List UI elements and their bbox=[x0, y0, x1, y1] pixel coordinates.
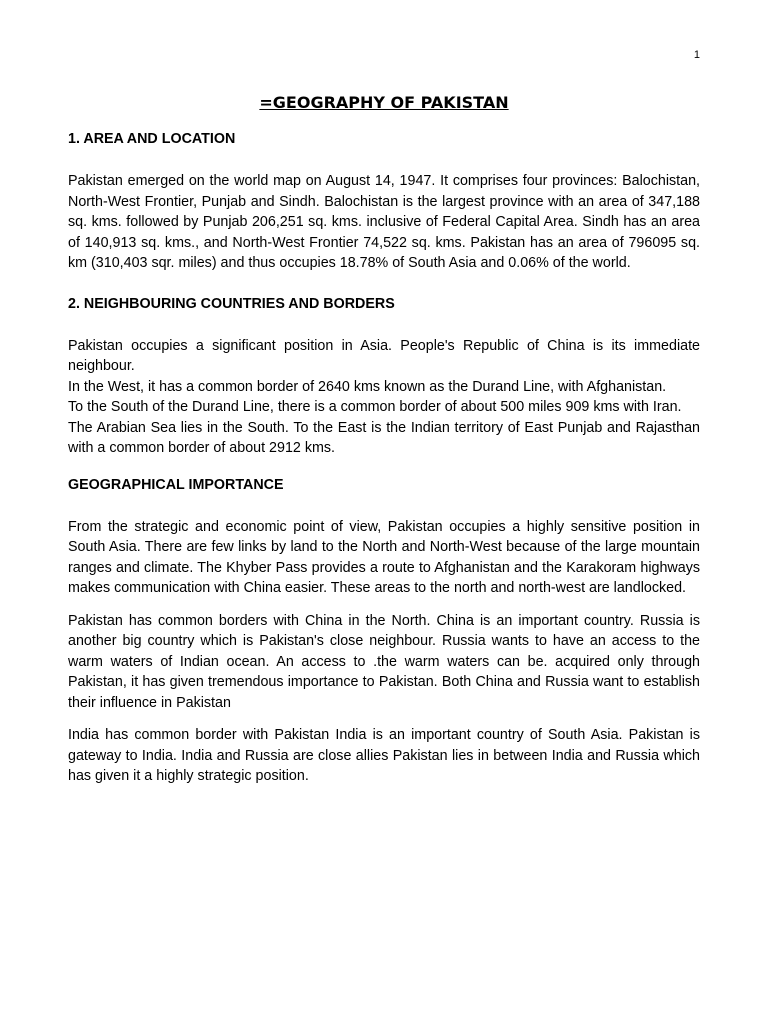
paragraph-line: In the West, it has a common border of 2640 kms known as the Durand Line, with Afghanistan. bbox=[68, 378, 667, 395]
paragraph: Pakistan emerged on the world map on August 14, 1947. It comprises four provinces: Balochistan, North-West Frontier, Punjab and Sindh. Balochistan is the largest province with an area of 347,188 sq. kms. followed by Punjab 206,251 sq. kms. inclusive of Federal Capital Area. Sindh has an area of 140,913 sq. kms., and North-West Frontier 74,522 sq. kms. Pakistan has an area of 796095 sq. km (310,403 sqr. miles) and thus occupies 18.78% of South Asia and 0.06% of the world. bbox=[68, 173, 700, 271]
paragraph-line: Pakistan occupies a significant position in Asia. People's Republic of China is its immediate neighbour. bbox=[68, 337, 700, 374]
document-body bbox=[68, 129, 700, 787]
page-number: 1 bbox=[693, 49, 700, 61]
section-neighbouring-countries bbox=[68, 294, 700, 459]
paragraph: India has common border with Pakistan India is an important country of South Asia. Pakistan is gateway to India. India and Russia are close allies Pakistan lies in between India and Russia which has given it a highly strategic position. bbox=[68, 727, 700, 784]
document-title: =GEOGRAPHY OF PAKISTAN bbox=[259, 93, 509, 112]
paragraph: From the strategic and economic point of view, Pakistan occupies a highly sensitive position in South Asia. There are few links by land to the North and North-West because of the large mountain ranges and climate. The Khyber Pass provides a route to Afghanistan and the Karakoram highways makes communication with China easier. These areas to the north and north-west are landlocked. bbox=[68, 518, 700, 596]
paragraph: Pakistan has common borders with China in the North. China is an important country. Russia is another big country which is Pakistan's close neighbour. Russia wants to have an access to the warm waters of Indian ocean. An access to .the warm waters can be. acquired only through Pakistan, it has given tremendous importance to Pakistan. Both China and Russia want to establish their influence in Pakistan bbox=[68, 612, 700, 711]
section-geographical-importance bbox=[68, 475, 700, 787]
section-heading: 1. AREA AND LOCATION bbox=[68, 131, 236, 147]
section-area-and-location bbox=[68, 129, 700, 274]
section-heading: GEOGRAPHICAL IMPORTANCE bbox=[68, 476, 284, 493]
paragraph-line: To the South of the Durand Line, there is a common border of about 500 miles 909 kms with Iran. bbox=[68, 399, 682, 415]
paragraph bbox=[68, 336, 700, 459]
section-heading: 2. NEIGHBOURING COUNTRIES AND BORDERS bbox=[68, 295, 395, 312]
paragraph-line: The Arabian Sea lies in the South. To the East is the Indian territory of East Punjab and Rajasthan with a common border of about 2912 kms. bbox=[68, 419, 700, 456]
